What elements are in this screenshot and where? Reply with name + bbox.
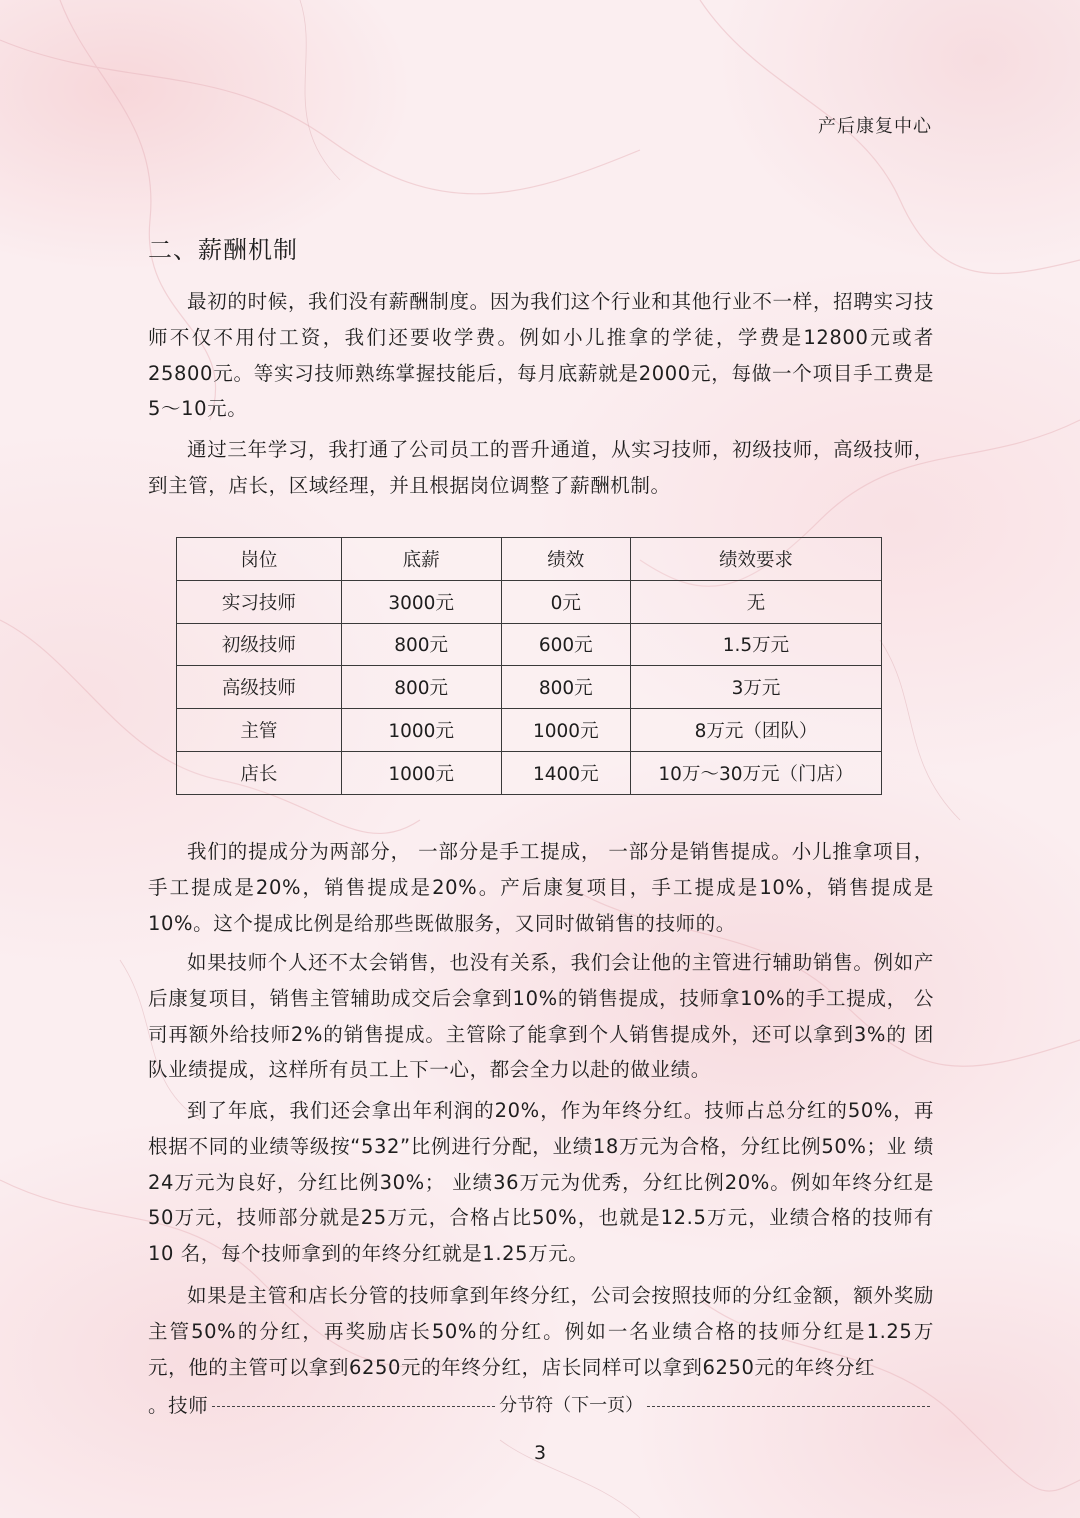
table-cell: 0元 (501, 580, 630, 623)
table-cell: 800元 (341, 666, 501, 709)
section-break-dash-left (212, 1406, 495, 1407)
table-row (177, 751, 882, 794)
table-cell: 1400元 (501, 751, 630, 794)
paragraph-salary-history: 最初的时候，我们没有薪酬制度。因为我们这个行业和其他行业不一样，招聘实习技师不仅不用付工资，我们还要收学费。例如小儿推拿的学徒，学费是12800元或者 25800元。等实习技师熟练掌握技能后，每月底薪就是2000元，每做一个项目手工费是 5～10元。 (148, 290, 934, 421)
table-cell: 3万元 (630, 666, 881, 709)
table-cell: 600元 (501, 623, 630, 666)
table-cell: 10万～30万元（门店） (630, 751, 881, 794)
paragraph-tail-text: 。技师 (148, 1394, 209, 1417)
table-cell: 800元 (341, 623, 501, 666)
table-row (177, 666, 882, 709)
paragraph-promotion-path: 通过三年学习，我打通了公司员工的晋升通道，从实习技师，初级技师，高级技师，到主管，店长，区域经理，并且根据岗位调整了薪酬机制。 (148, 438, 934, 497)
table-cell: 高级技师 (177, 666, 342, 709)
salary-table (176, 537, 882, 795)
table-header-cell: 岗位 (177, 538, 342, 581)
table-cell: 3000元 (341, 580, 501, 623)
table-header-row (177, 538, 882, 581)
section-break (148, 1388, 934, 1424)
table-cell: 初级技师 (177, 623, 342, 666)
page-number: 3 (533, 1442, 547, 1464)
paragraph-manager-bonus: 如果是主管和店长分管的技师拿到年终分红，公司会按照技师的分红金额，额外奖励主管50%的分红，再奖励店长50%的分红。例如一名业绩合格的技师分红是1.25万 元，他的主管可以拿到6250元的年终分红，店长同样可以拿到6250元的年终分红 (148, 1284, 934, 1379)
table-cell: 1000元 (341, 751, 501, 794)
table-header-cell: 绩效要求 (630, 538, 881, 581)
table-row (177, 623, 882, 666)
section-break-dash-right (647, 1406, 930, 1407)
table-cell: 实习技师 (177, 580, 342, 623)
table-cell: 1000元 (501, 709, 630, 752)
paragraph-year-end-bonus: 到了年底，我们还会拿出年利润的20%，作为年终分红。技师占总分红的50%，再 根据不同的业绩等级按“532”比例进行分配，业绩18万元为合格，分红比例50%；业 绩24万元为良好，分红比例30%； 业绩36万元为优秀，分红比例20%。例如年终分红是 50万元，技师部分就是25万元，合格占比50%，也就是12.5万元，业绩合格的技师有10 名，每个技师拿到的年终分红就是1.25万元。 (148, 1099, 934, 1266)
table-cell: 1000元 (341, 709, 501, 752)
paragraph-assisted-sales: 如果技师个人还不太会销售，也没有关系，我们会让他的主管进行辅助销售。例如产后康复项目，销售主管辅助成交后会拿到10%的销售提成，技师拿10%的手工提成， 公司再额外给技师2%的销售提成。主管除了能拿到个人销售提成外，还可以拿到3%的 团队业绩提成，这样所有员工上下一心，都会全力以赴的做业绩。 (148, 951, 934, 1082)
table-cell: 800元 (501, 666, 630, 709)
table-row (177, 709, 882, 752)
table-cell: 主管 (177, 709, 342, 752)
section-heading: 二、薪酬机制 (148, 236, 298, 264)
table-cell: 店长 (177, 751, 342, 794)
section-break-label: 分节符（下一页） (499, 1395, 644, 1416)
table-cell: 无 (630, 580, 881, 623)
table-header-cell: 绩效 (501, 538, 630, 581)
table-header-cell: 底薪 (341, 538, 501, 581)
table-cell: 8万元（团队） (630, 709, 881, 752)
table-cell: 1.5万元 (630, 623, 881, 666)
table-row (177, 580, 882, 623)
paragraph-commission: 我们的提成分为两部分， 一部分是手工提成， 一部分是销售提成。小儿推拿项目，手工提成是20%，销售提成是20%。产后康复项目，手工提成是10%，销售提成是 10%。这个提成比例是给那些既做服务，又同时做销售的技师的。 (148, 840, 934, 935)
header-org-name: 产后康复中心 (818, 116, 932, 137)
